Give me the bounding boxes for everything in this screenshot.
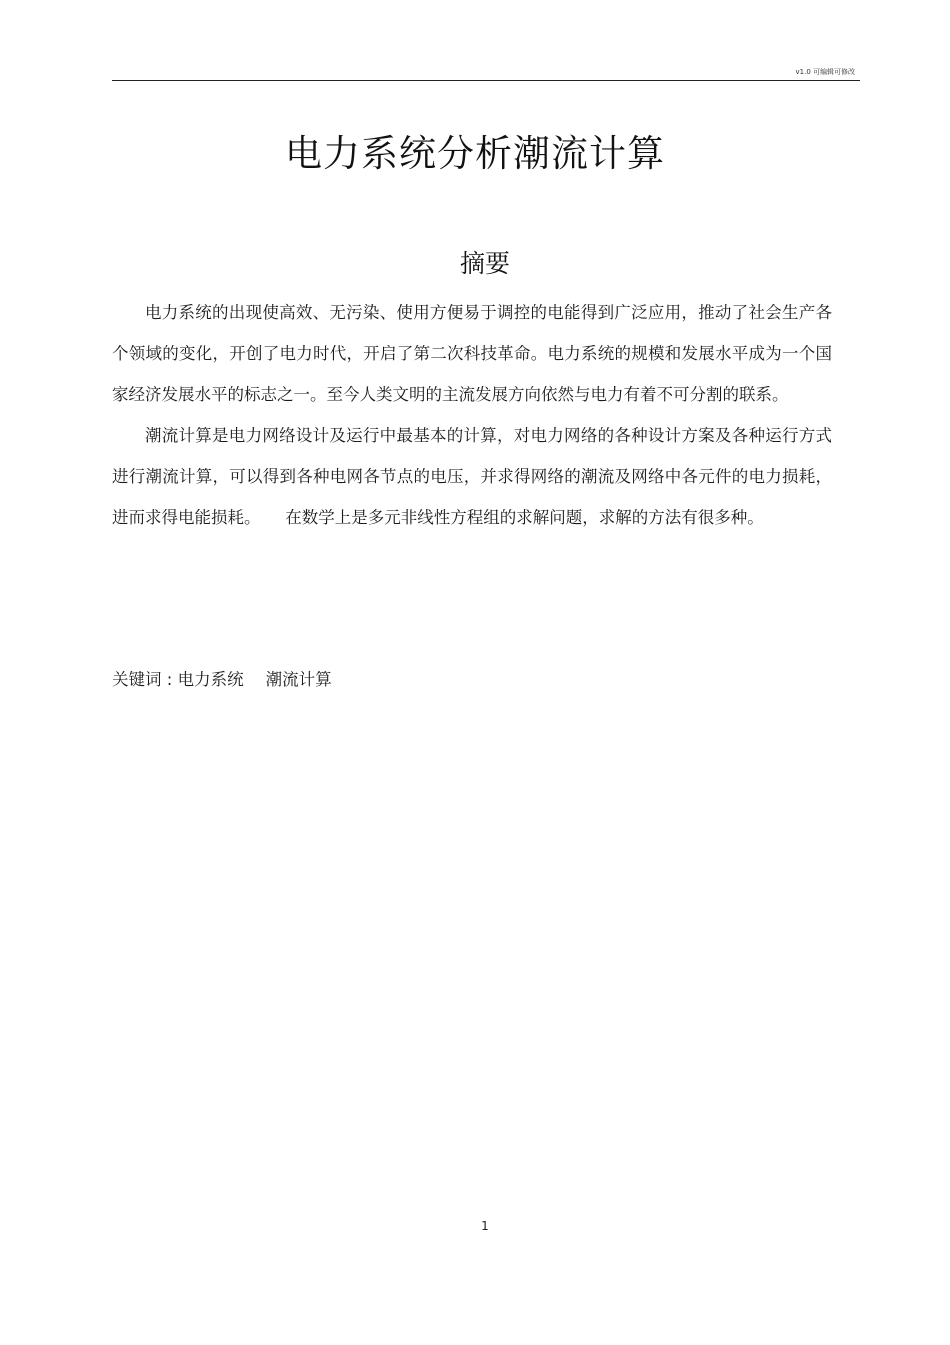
keyword: 潮流计算 (265, 670, 332, 689)
abstract-body (112, 292, 832, 538)
page-number: 1 (481, 1219, 489, 1233)
document-title: 电力系统分析潮流计算 (285, 132, 665, 175)
header-version-text: v1.0 可编辑可修改 (795, 68, 855, 76)
abstract-heading: 摘要 (459, 249, 510, 278)
keywords-label: 关键词 : (112, 670, 178, 689)
keyword: 电力系统 (177, 670, 244, 689)
keywords-line (112, 662, 332, 698)
abstract-paragraph: 潮流计算是电力网络设计及运行中最基本的计算，对电力网络的各种设计方案及各种运行方式进行潮流计算，可以得到各种电网各节点的电压，并求得网络的潮流及网络中各元件的电力损耗，进而求得电能损耗。 在数学上是多元非线性方程组的求解问题，求解的方法有很多种。 (112, 426, 832, 527)
header-divider (112, 80, 860, 81)
abstract-paragraph: 电力系统的出现使高效、无污染、使用方便易于调控的电能得到广泛应用，推动了社会生产各个领域的变化，开创了电力时代，开启了第二次科技革命。电力系统的规模和发展水平成为一个国家经济发展水平的标志之一。至今人类文明的主流发展方向依然与电力有着不可分割的联系。 (112, 303, 832, 404)
